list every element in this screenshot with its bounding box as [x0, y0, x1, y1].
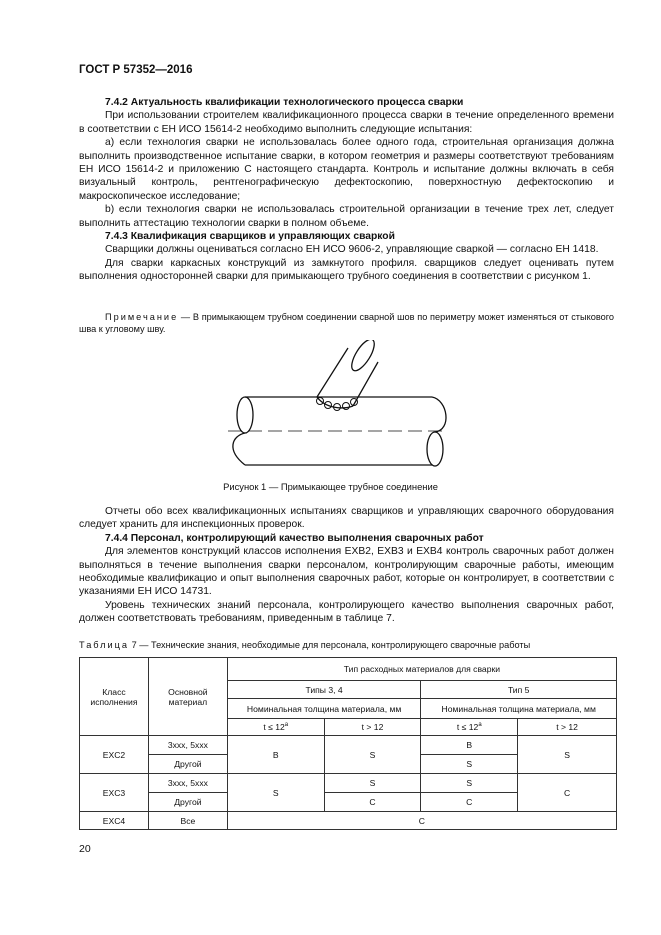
text-block-2: [79, 505, 614, 626]
header-t-le-12: $t \le 12^a$: [227, 719, 324, 736]
cell-value: S: [421, 774, 518, 793]
table-row: [80, 774, 617, 793]
figure-caption: Рисунок 1 — Примыкающее трубное соединение: [223, 481, 438, 492]
paragraph: а) если технология сварки не использовалась более одного года, строительная организация должна выполнить производственное испытание сварки, в котором геометрия и размеры соответствуют требованиям ЕН ИСО 15614-2 и приложению С настоящего стандарта. Контроль и испытание должны включать в себя визуальный контроль, рентгенографическую дефектоскопию, поверхностную дефектоскопию и макроскопическое исследование;: [79, 137, 614, 202]
main-pipe-right-end: [427, 432, 443, 466]
main-pipe-left-end: [237, 397, 253, 433]
cell-class: EXC3: [80, 774, 149, 812]
cell-value: S: [421, 755, 518, 774]
cell-value: C: [421, 793, 518, 812]
header-material: Основной материал: [148, 658, 227, 736]
paragraph: Сварщики должны оцениваться согласно ЕН ИСО 9606-2, управляющие сваркой — согласно ЕН 1418.: [105, 244, 599, 256]
note-text: — В примыкающем трубном соединении сварной шов по периметру может изменяться от стыкового шва к угловому шву.: [79, 312, 614, 334]
header-type-5: Тип 5: [421, 681, 617, 699]
header-thickness: Номинальная толщина материала, мм: [227, 699, 421, 719]
cell-material: 3xxx, 5xxx: [148, 774, 227, 793]
note: [79, 311, 614, 335]
heading-7-4-4: 7.4.4 Персонал, контролирующий качество выполнения сварочных работ: [105, 532, 484, 544]
paragraph: При использовании строителем квалификационного процесса сварки в течение определенного времени в соответствии с ЕН ИСО 15614-2 необходимо выполнить следующие испытания:: [79, 110, 614, 135]
header-thickness: Номинальная толщина материала, мм: [421, 699, 617, 719]
header-t-gt-12: t > 12: [518, 719, 617, 736]
cell-value: B: [421, 736, 518, 755]
cell-value: S: [518, 736, 617, 774]
cell-value: B: [227, 736, 324, 774]
cell-value: S: [324, 736, 421, 774]
cell-value: S: [324, 774, 421, 793]
header-t-le-12: $t \le 12^a$: [421, 719, 518, 736]
figure-pipe-joint: [220, 340, 450, 475]
weld-beads: [317, 398, 358, 411]
table-row: [80, 812, 617, 830]
header-consumables: Тип расходных материалов для сварки: [227, 658, 616, 681]
cell-value: C: [324, 793, 421, 812]
paragraph: Уровень технических знаний персонала, контролирующего качество выполнения сварочных работ, должен соответствовать требованиям, приведенным в таблице 7.: [79, 599, 614, 625]
paragraph: Отчеты обо всех квалификационных испытаниях сварщиков и управляющих сварочного оборудования следует хранить для инспекционных проверок.: [79, 506, 614, 531]
table-caption-text: 7 — Технические знания, необходимые для персонала, контролирующего сварочные работы: [129, 640, 531, 650]
header-t-gt-12: t > 12: [324, 719, 421, 736]
cell-value: C: [518, 774, 617, 812]
cell-class: EXC4: [80, 812, 149, 830]
table-7: [79, 657, 617, 830]
cell-value: S: [227, 774, 324, 812]
cell-class: EXC2: [80, 736, 149, 774]
cell-value: C: [227, 812, 616, 830]
document-header: ГОСТ Р 57352—2016: [79, 64, 193, 76]
header-types-3-4: Типы 3, 4: [227, 681, 421, 699]
text-block-1: [79, 96, 614, 284]
heading-7-4-3: 7.4.3 Квалификация сварщиков и управляющих сваркой: [105, 231, 395, 243]
cell-material: 3xxx, 5xxx: [148, 736, 227, 755]
paragraph: Для элементов конструкций классов исполнения ЕХВ2, ЕХВ3 и ЕХВ4 контроль сварочных работ должен выполняться в течение выполнения сварки персоналом, контролирующим сварочные работы, имеющим необходимые квалификацио и опыт выполнения сварочных работ, которые он контролирует, в соответствии с указаниями ЕН ИСО 14731.: [79, 546, 614, 598]
note-label: Примечание: [105, 312, 179, 322]
cell-material: Другой: [148, 755, 227, 774]
page-number: 20: [79, 843, 91, 855]
table-caption: [79, 640, 619, 650]
cell-material: Все: [148, 812, 227, 830]
heading-7-4-2: 7.4.2 Актуальность квалификации технологического процесса сварки: [105, 97, 464, 108]
table-row: [80, 736, 617, 755]
paragraph: b) если технология сварки не использовалась строительной организации в течение трех лет, следует выполнить аттестацию технологии сварки в полном объеме.: [79, 204, 614, 229]
cell-material: Другой: [148, 793, 227, 812]
table-row: [80, 658, 617, 681]
table-label: Таблица: [79, 640, 130, 650]
paragraph: Для сварки каркасных конструкций из замкнутого профиля. сварщиков следует оценивать путем выполнения односторонней сварки для примыкающего трубного соединения в соответствии с рисунком 1.: [79, 257, 614, 283]
header-class: Класс исполнения: [80, 658, 149, 736]
